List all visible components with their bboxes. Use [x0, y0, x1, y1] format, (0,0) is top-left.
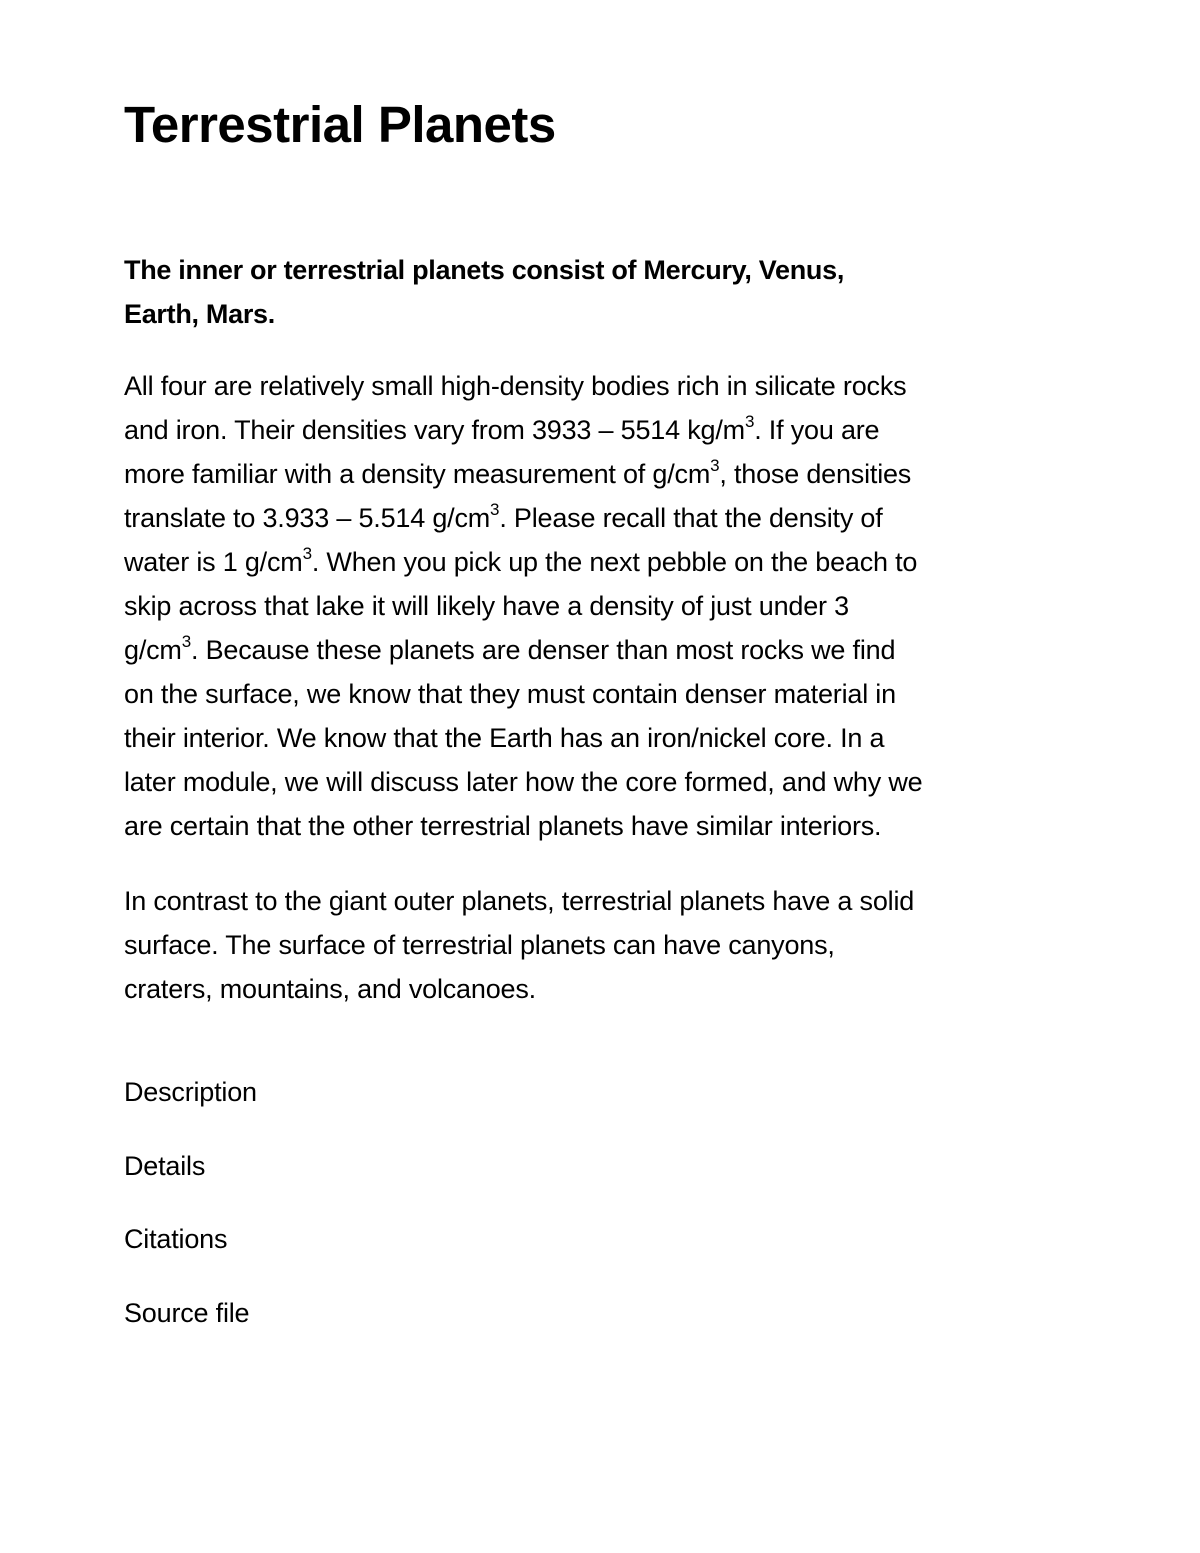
paragraph-line: later module, we will discuss later how the core formed, and why we	[124, 767, 923, 797]
superscript: 3	[744, 412, 755, 431]
section-description[interactable]: Description	[124, 1077, 257, 1107]
superscript: 3	[181, 632, 191, 651]
section-citations[interactable]: Citations	[124, 1224, 228, 1254]
paragraph-line: on the surface, we know that they must contain denser material in	[124, 679, 896, 709]
superscript: 3	[490, 500, 500, 519]
paragraph-line: All four are relatively small high-density bodies rich in silicate rocks	[124, 371, 907, 401]
section-details[interactable]: Details	[124, 1151, 206, 1181]
paragraph-line: are certain that the other terrestrial planets have similar interiors.	[124, 811, 882, 841]
section-source-file[interactable]: Source file	[124, 1298, 250, 1328]
density-paragraph	[124, 364, 1084, 848]
page-title: Terrestrial Planets	[124, 96, 556, 153]
paragraph-line: translate to 3.933 – 5.514 $g/cm^3$. Please recall that the density of	[124, 500, 883, 533]
paragraph-line: In contrast to the giant outer planets, terrestrial planets have a solid	[124, 886, 915, 916]
lead-paragraph	[124, 248, 1074, 336]
paragraph-line: and iron. Their densities vary from 3933 – 5514 $kg/m^3$. If you are	[124, 412, 880, 445]
superscript: 3	[710, 456, 720, 475]
paragraph-line: $g/cm^3$. Because these planets are denser than most rocks we find	[124, 632, 896, 665]
paragraph-line: water is 1 $g/cm^3$. When you pick up the next pebble on the beach to	[124, 544, 918, 577]
paragraph-line: more familiar with a density measurement of $g/cm^3$, those densities	[124, 456, 912, 489]
superscript: 3	[302, 544, 312, 563]
paragraph-line: skip across that lake it will likely have a density of just under 3	[124, 591, 849, 621]
lead-line: The inner or terrestrial planets consist of Mercury, Venus,	[124, 255, 845, 285]
paragraph-line: surface. The surface of terrestrial planets can have canyons,	[124, 930, 835, 960]
paragraph-line: their interior. We know that the Earth has an iron/nickel core. In a	[124, 723, 885, 753]
surface-paragraph	[124, 879, 1084, 1011]
lead-line: Earth, Mars.	[124, 299, 275, 329]
paragraph-line: craters, mountains, and volcanoes.	[124, 974, 536, 1004]
